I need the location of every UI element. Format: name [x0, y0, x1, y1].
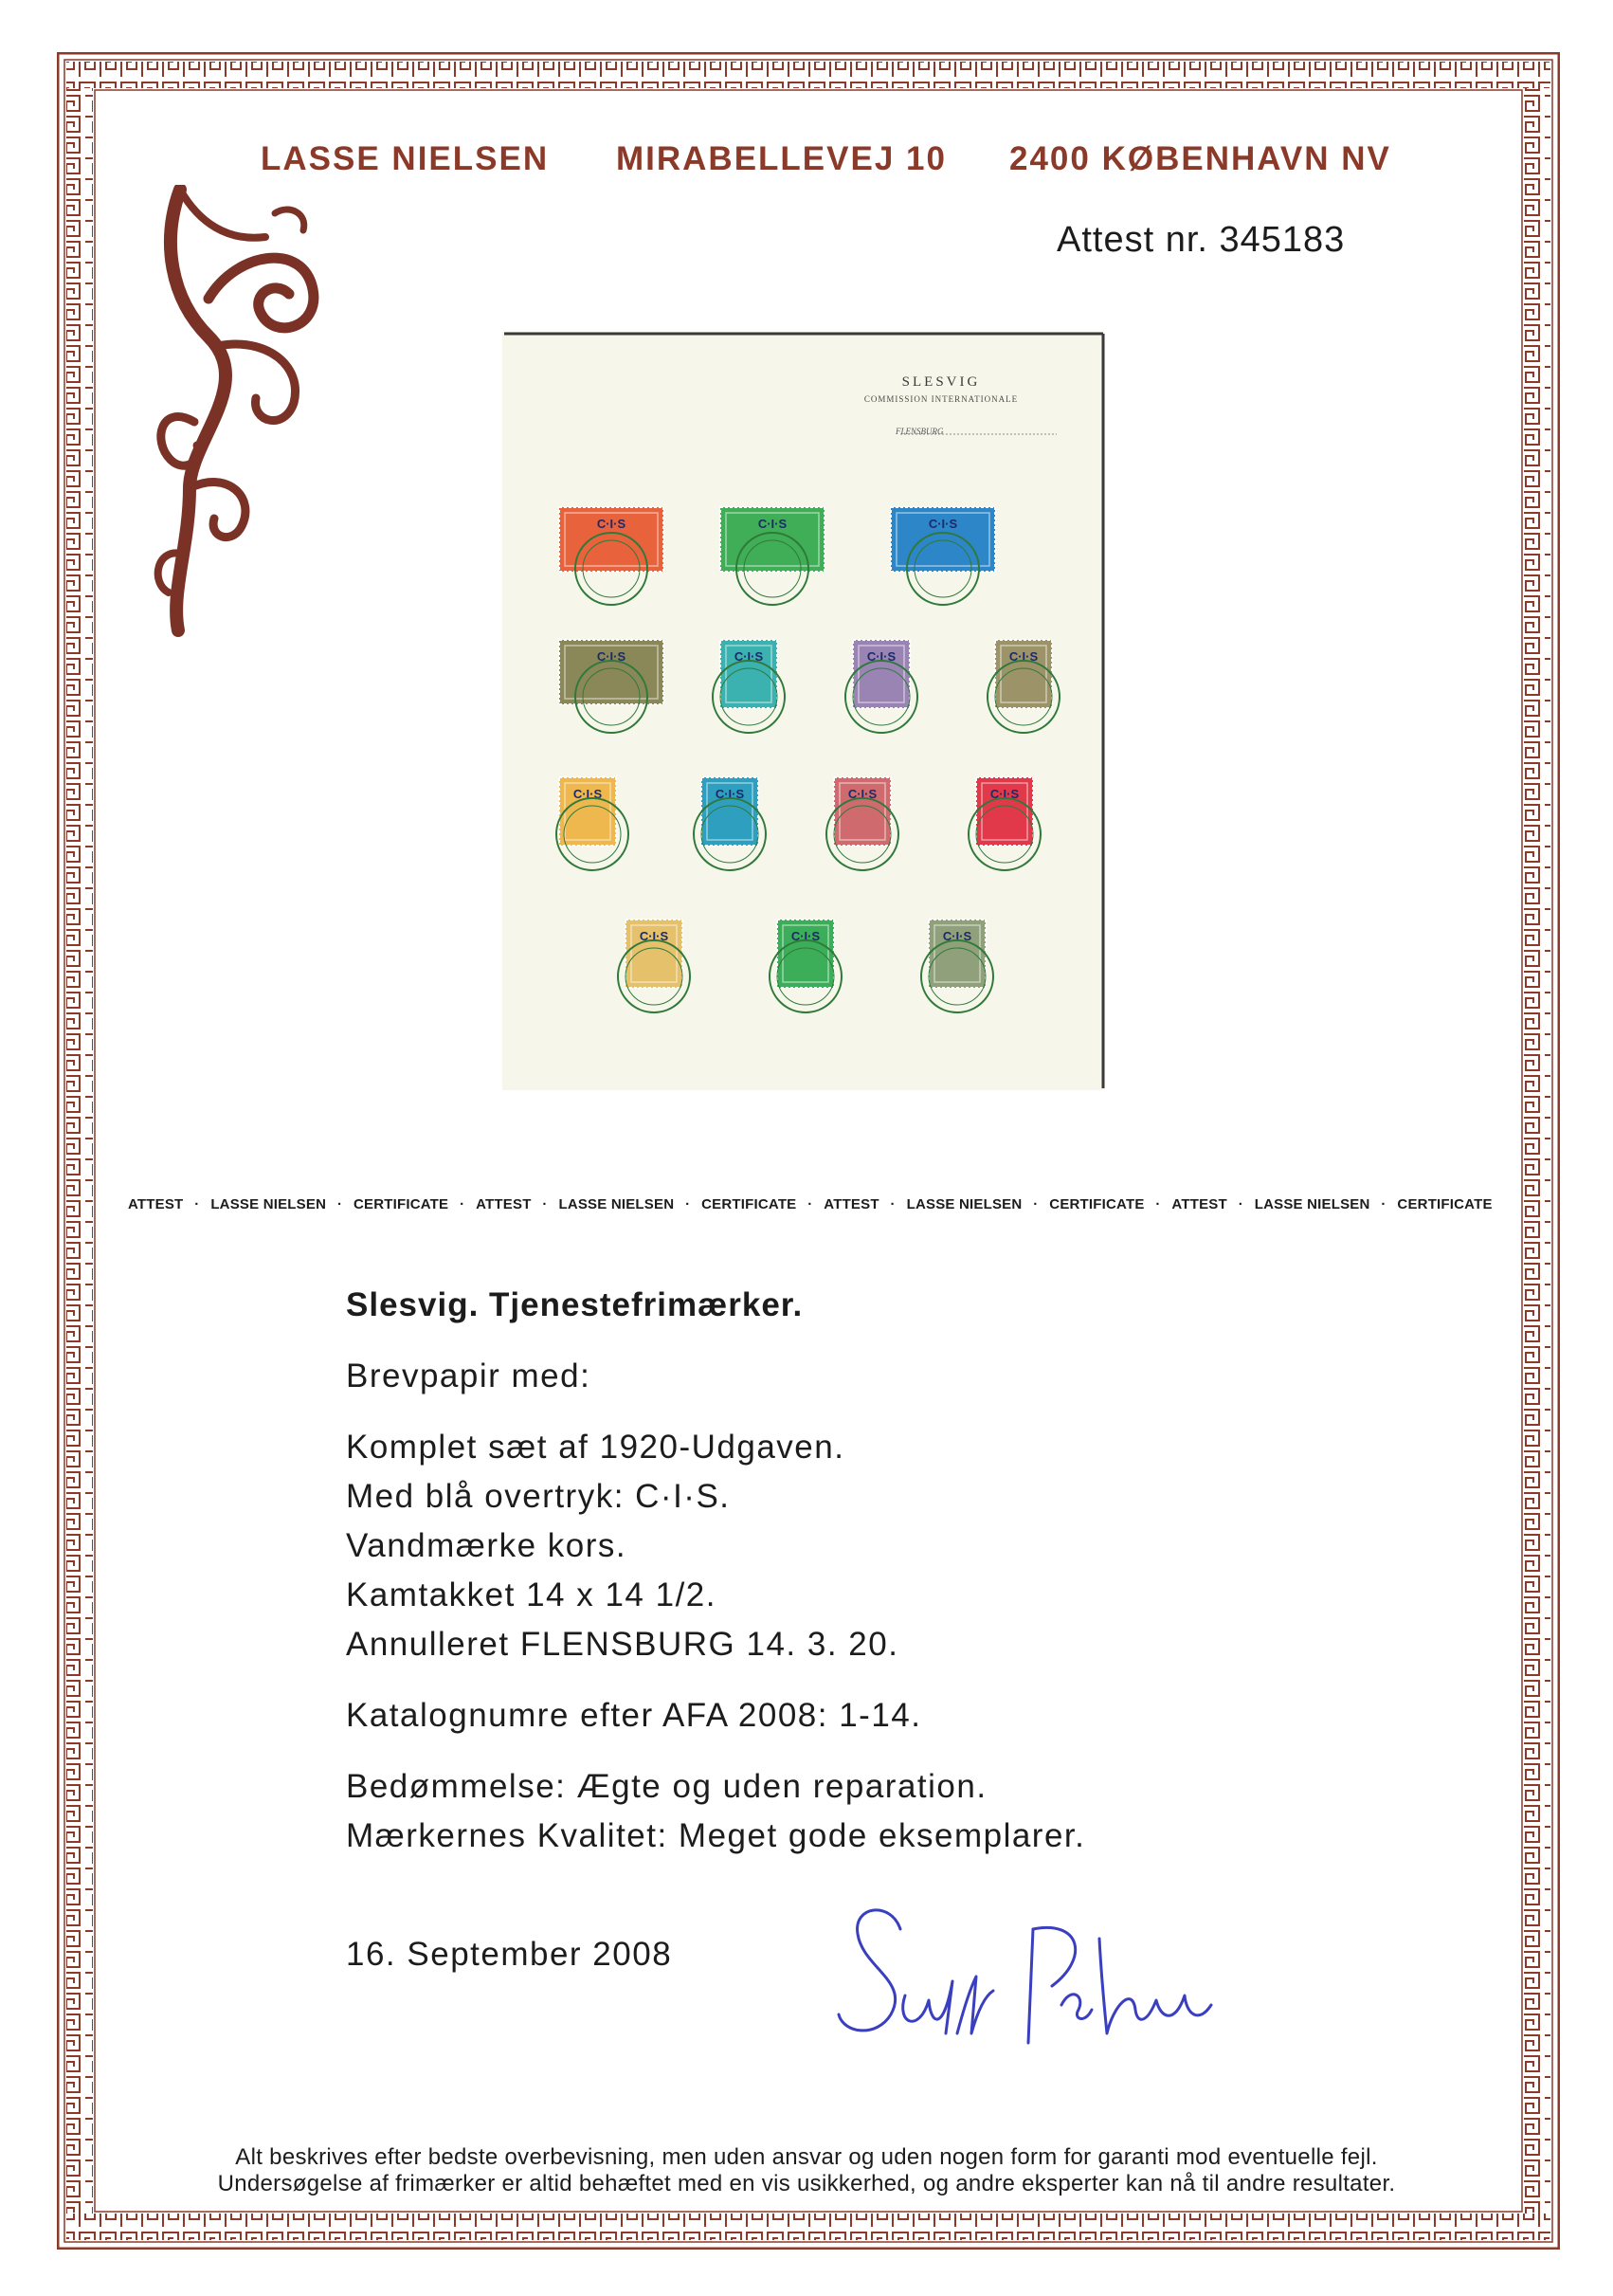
- stamp-overprint: C·I·S: [757, 517, 788, 531]
- stamp-overprint: C·I·S: [715, 787, 745, 801]
- sheet-place: FLENSBURG: [896, 427, 944, 436]
- signature-icon: [834, 1891, 1232, 2071]
- sheet-title: SLESVIG: [901, 374, 981, 390]
- band-item: ATTEST: [128, 1196, 184, 1212]
- band-item: ATTEST: [476, 1196, 532, 1212]
- description-line-2: Med blå overtryk: C·I·S.: [346, 1478, 731, 1515]
- disclaimer-line-2: Undersøgelse af frimærker er altid behæftet med en vis usikkerhed, og andre eksperter kan nå til andre resultater.: [217, 2171, 1396, 2196]
- stamp-overprint: C·I·S: [989, 787, 1020, 801]
- band-item: LASSE NIELSEN: [210, 1196, 327, 1212]
- letterhead: [0, 140, 1613, 178]
- stamp-overprint: C·I·S: [734, 649, 764, 664]
- issuer-street: MIRABELLEVEJ 10: [616, 140, 947, 177]
- disclaimer-line-1: Alt beskrives efter bedste overbevisning, men uden ansvar og uden nogen form for garanti mod eventuelle fejl.: [235, 2144, 1378, 2170]
- issuer-name: LASSE NIELSEN: [261, 140, 550, 177]
- intro-text: Brevpapir med:: [346, 1358, 591, 1394]
- stamp-overprint: C·I·S: [847, 787, 878, 801]
- band-separator: ·: [890, 1196, 896, 1212]
- stamp-overprint: C·I·S: [572, 787, 603, 801]
- band-item: CERTIFICATE: [1049, 1196, 1145, 1212]
- band-separator: ·: [336, 1196, 343, 1212]
- description-line-4: Kamtakket 14 x 14 1/2.: [346, 1576, 716, 1613]
- band-separator: ·: [460, 1196, 465, 1212]
- band-item: ATTEST: [824, 1196, 879, 1212]
- band-separator: ·: [1033, 1196, 1039, 1212]
- band-separator: ·: [1238, 1196, 1243, 1212]
- stamp-overprint: C·I·S: [790, 929, 821, 943]
- stamp-overprint: C·I·S: [1008, 649, 1039, 664]
- band-item: LASSE NIELSEN: [906, 1196, 1023, 1212]
- stamp-sheet-drawing: [502, 332, 1105, 1090]
- band-separator: ·: [542, 1196, 548, 1212]
- band-separator: ·: [1155, 1196, 1161, 1212]
- band-separator: ·: [685, 1196, 691, 1212]
- assessment-text: Bedømmelse: Ægte og uden reparation.: [346, 1768, 988, 1805]
- sheet-subtitle: COMMISSION INTERNATIONALE: [863, 394, 1019, 404]
- stamp-overprint: C·I·S: [866, 649, 897, 664]
- band-separator: ·: [194, 1196, 200, 1212]
- band-item: CERTIFICATE: [701, 1196, 797, 1212]
- description-line-1: Komplet sæt af 1920-Udgaven.: [346, 1429, 845, 1466]
- band-item: LASSE NIELSEN: [558, 1196, 675, 1212]
- band-item: LASSE NIELSEN: [1254, 1196, 1370, 1212]
- stamp-overprint: C·I·S: [942, 929, 972, 943]
- band-item: CERTIFICATE: [1397, 1196, 1493, 1212]
- band-separator: ·: [807, 1196, 813, 1212]
- attest-number: Attest nr. 345183: [1057, 220, 1346, 260]
- issue-date: 16. September 2008: [346, 1936, 673, 1973]
- issuer-city: 2400 KØBENHAVN NV: [1009, 140, 1391, 177]
- band-separator: ·: [1381, 1196, 1386, 1212]
- stamp-overprint: C·I·S: [596, 517, 626, 531]
- stamp-overprint: C·I·S: [639, 929, 669, 943]
- band-item: CERTIFICATE: [353, 1196, 449, 1212]
- stamp-sheet-photo: [502, 332, 1105, 1090]
- band-item: ATTEST: [1171, 1196, 1227, 1212]
- catalog-numbers: Katalognumre efter AFA 2008: 1-14.: [346, 1697, 922, 1734]
- quality-text: Mærkernes Kvalitet: Meget gode eksemplarer.: [346, 1817, 1086, 1854]
- scroll-ornament-icon: [152, 185, 341, 640]
- description-line-5: Annulleret FLENSBURG 14. 3. 20.: [346, 1626, 899, 1663]
- description-line-3: Vandmærke kors.: [346, 1527, 627, 1564]
- stamp-overprint: C·I·S: [928, 517, 958, 531]
- certificate-heading: Slesvig. Tjenestefrimærker.: [346, 1286, 804, 1323]
- stamp-overprint: C·I·S: [596, 649, 626, 664]
